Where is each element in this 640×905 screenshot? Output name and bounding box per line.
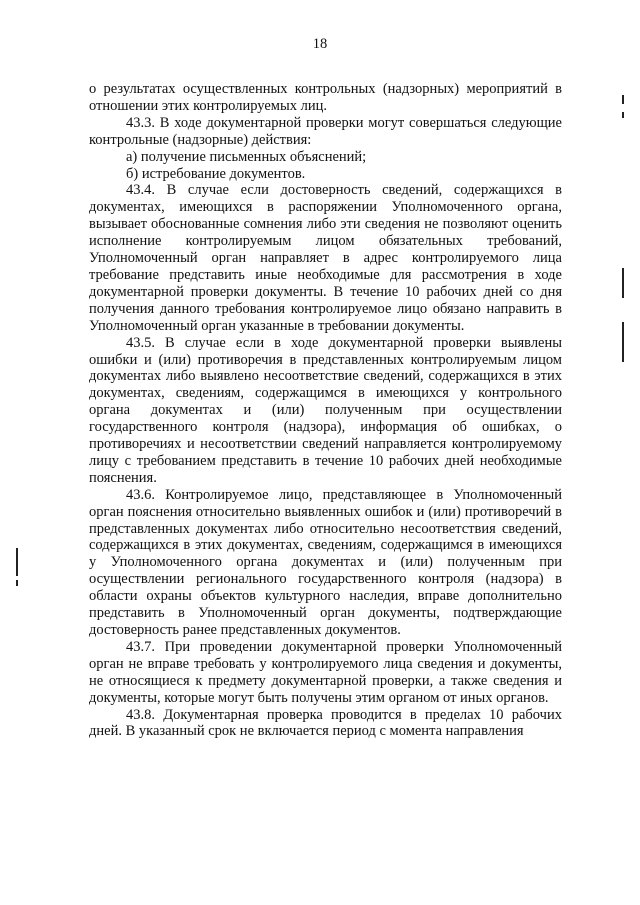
scan-mark-right-1	[622, 95, 624, 104]
paragraph-43-5: 43.5. В случае если в ходе документарной проверки выявлены ошибки и (или) противоречия в представленных контролируемым лицом документах либо выявлено несоответствие сведений, содержащихся в этих документах, сведениям, содержащимся в имеющихся у контрольного органа документах и (или) полученным при осуществлении государственного контроля (надзора), информация об ошибках, о противоречиях и несоответствии сведений направляется контролируемому лицу с требованием представить в течение 10 рабочих дней необходимые пояснения.	[89, 334, 562, 486]
scan-mark-left-1	[16, 548, 18, 576]
paragraph-43-3: 43.3. В ходе документарной проверки могут совершаться следующие контрольные (надзорные) действия:	[89, 114, 562, 148]
list-item-a: а) получение письменных объяснений;	[126, 148, 367, 165]
list-item-b: б) истребование документов.	[126, 165, 306, 182]
paragraph-43-4: 43.4. В случае если достоверность сведений, содержащихся в документах, имеющихся в распоряжении Уполномоченного органа, вызывает обоснованные сомнения либо эти сведения не позволяют оценить исполнение контролируемым лицом обязательных требований, Уполномоченный орган направляет в адрес контролируемого лица требование представить иные необходимые для рассмотрения в ходе документарной проверки документы. В течение 10 рабочих дней со дня получения данного требования контролируемое лицо обязано направить в Уполномоченный орган указанные в требовании документы.	[89, 182, 562, 334]
paragraph-continuation: о результатах осуществленных контрольных (надзорных) мероприятий в отношении этих контролируемых лиц.	[89, 81, 562, 114]
scan-mark-left-2	[16, 580, 18, 586]
scan-mark-right-4	[622, 322, 624, 362]
paragraph-43-8: 43.8. Документарная проверка проводится в пределах 10 рабочих дней. В указанный срок не включается период с момента направления	[89, 706, 562, 740]
scan-mark-right-2	[622, 112, 624, 118]
paragraph-43-6: 43.6. Контролируемое лицо, представляющее в Уполномоченный орган пояснения относительно выявленных ошибок и (или) противоречий в представленных документах либо относительно несоответствия сведений, содержащихся в этих документах, сведениям, содержащимся в имеющихся у Уполномоченного органа документах и (или) полученным при осуществлении регионального государственного контроля (надзора) в области охраны объектов культурного наследия, вправе дополнительно представить в Уполномоченный орган документы, подтверждающие достоверность ранее представленных документов.	[89, 486, 562, 638]
scan-mark-right-3	[622, 268, 624, 298]
page-number: 18	[312, 36, 328, 52]
document-body	[89, 81, 562, 740]
paragraph-43-7: 43.7. При проведении документарной проверки Уполномоченный орган не вправе требовать у контролируемого лица сведения и документы, не относящиеся к предмету документарной проверки, а также сведения и документы, которые могут быть получены этим органом от иных органов.	[89, 638, 562, 706]
